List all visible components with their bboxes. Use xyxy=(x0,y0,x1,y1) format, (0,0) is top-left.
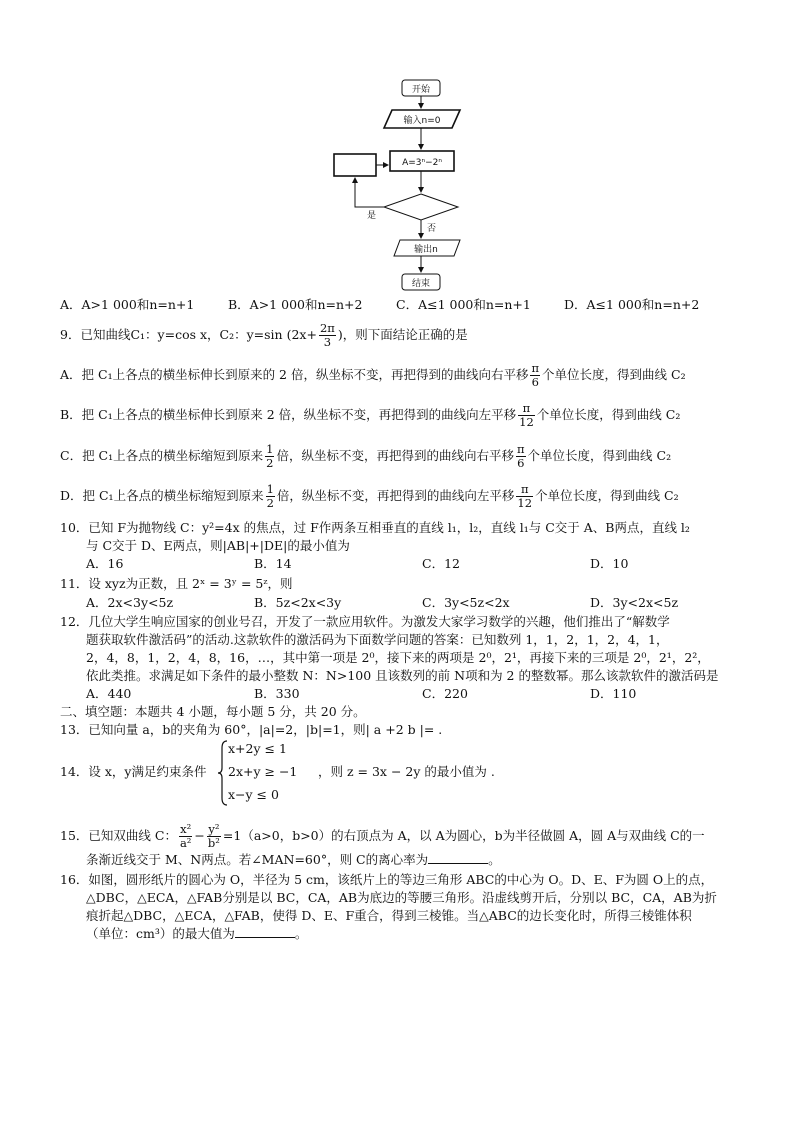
q16-line-2: △DBC，△ECA，△FAB分别是以 BC，CA，AB为底边的等腰三角形。沿虚线剪开后，分别以 BC，CA，AB为折 xyxy=(86,890,717,905)
q14-suffix: ，则 z = 3x − 2y 的最小值为 . xyxy=(318,764,495,779)
q16-line-3: 痕折起△DBC，△ECA，△FAB，使得 D、E、F重合，得到三棱锥。当△ABC的边长变化时，所得三棱锥体积 xyxy=(86,908,692,923)
q14-prefix: 14．设 x，y满足约束条件 xyxy=(60,764,207,779)
q8-option-d: D．A≤1 000和n=n+2 xyxy=(564,297,700,312)
fraction: $\frac{2\pi}{3}$ xyxy=(319,321,335,349)
no-label: 否 xyxy=(427,224,437,234)
q12-options: A．440 B．330 C．220 D．110 xyxy=(86,686,637,701)
flowchart xyxy=(320,70,480,295)
q15-line-1: 15．已知双曲线 C： $\frac{\text{x²}}{\text{a²}}$ − $\frac{\text{y²}}{\text{b²}}$ =1（a>0，b>0）的右顶点为 A，以 A为圆心，b为半径做圆 A，圆 A与双曲线 C的一 xyxy=(60,822,705,850)
input-label: 输入n=0 xyxy=(403,116,441,126)
q10-line-2: 与 C交于 D、E两点，则|AB|+|DE|的最小值为 xyxy=(86,538,350,553)
decision-diamond xyxy=(384,194,458,220)
q9-option-c: C．把 C₁上各点的横坐标缩短到原来 $\frac{1}{2}$ 倍，纵坐标不变，再把得到的曲线向右平移 $\frac{\pi}{6}$ 个单位长度，得到曲线 C₂ xyxy=(60,442,672,470)
constraint-3: x−y ≤ 0 xyxy=(228,787,279,802)
answer-blank[interactable] xyxy=(428,852,488,864)
assign-label: A=3ⁿ−2ⁿ xyxy=(402,158,442,168)
empty-process-box xyxy=(334,154,376,176)
answer-blank[interactable] xyxy=(235,926,295,938)
q8-option-b: B．A>1 000和n=n+2 xyxy=(228,297,363,312)
q12-line-3: 2，4，8，1，2，4，8，16，…，其中第一项是 2⁰，接下来的两项是 2⁰，2¹，再接下来的三项是 2⁰，2¹，2²， xyxy=(86,650,710,665)
q12-line-2: 题获取软件激活码”的活动.这款软件的激活码为下面数学问题的答案：已知数列 1，1，2，1，2，4，1， xyxy=(86,632,669,647)
q12-line-4: 依此类推。求满足如下条件的最小整数 N：N>100 且该数列的前 N项和为 2 的整数幂。那么该款软件的激活码是 xyxy=(86,668,719,683)
q13: 13．已知向量 a，b的夹角为 60°，|a|=2，|b|=1，则| a +2 b |= . xyxy=(60,722,443,737)
constraint-2: 2x+y ≥ −1 xyxy=(228,764,298,779)
q9-option-d: D．把 C₁上各点的横坐标缩短到原来 $\frac{1}{2}$ 倍，纵坐标不变，再把得到的曲线向左平移 $\frac{\pi}{12}$ 个单位长度，得到曲线 C₂ xyxy=(60,482,679,510)
q10-options: A．16 B．14 C．12 D．10 xyxy=(86,556,629,571)
end-label: 结束 xyxy=(411,279,431,289)
q16-line-1: 16．如图，圆形纸片的圆心为 O，半径为 5 cm，该纸片上的等边三角形 ABC的中心为 O。D、E、F为圆 O上的点， xyxy=(60,872,714,887)
output-label: 输出n xyxy=(414,245,438,255)
q15-line-2: 条渐近线交于 M、N两点。若∠MAN=60°，则 C的离心率为 。 xyxy=(86,852,501,867)
q9-option-a: A．把 C₁上各点的横坐标伸长到原来的 2 倍，纵坐标不变，再把得到的曲线向右平移 $\frac{\pi}{6}$ 个单位长度，得到曲线 C₂ xyxy=(60,361,686,389)
q11-options: A．2x<3y<5z B．5z<2x<3y C．3y<5z<2x D．3y<2x<5z xyxy=(86,595,679,610)
start-label: 开始 xyxy=(411,85,431,95)
q10-line-1: 10．已知 F为抛物线 C：y²=4x 的焦点，过 F作两条互相垂直的直线 l₁，l₂，直线 l₁与 C交于 A、B两点，直线 l₂ xyxy=(60,520,690,535)
q16-line-4: （单位：cm³）的最大值为 。 xyxy=(86,926,308,941)
q11-stem: 11．设 xyz为正数，且 2ˣ = 3ʸ = 5ᶻ，则 xyxy=(60,576,293,591)
q8-option-a: A．A>1 000和n=n+1 xyxy=(60,297,195,312)
q8-options xyxy=(60,297,750,313)
section-heading: 二、填空题：本题共 4 小题，每小题 5 分，共 20 分。 xyxy=(60,704,366,719)
q12-line-1: 12．几位大学生响应国家的创业号召，开发了一款应用软件。为激发大家学习数学的兴趣，他们推出了“解数学 xyxy=(60,614,670,629)
q9-option-b: B．把 C₁上各点的横坐标伸长到原来 2 倍，纵坐标不变，再把得到的曲线向左平移 $\frac{\pi}{12}$ 个单位长度，得到曲线 C₂ xyxy=(60,401,681,429)
q9-stem: 9．已知曲线C₁：y=cos x，C₂：y=sin (2x+ $\frac{2\pi}{3}$ )，则下面结论正确的是 xyxy=(60,321,468,349)
q8-option-c: C．A≤1 000和n=n+1 xyxy=(396,297,531,312)
constraint-1: x+2y ≤ 1 xyxy=(228,741,287,756)
yes-label: 是 xyxy=(367,211,377,221)
